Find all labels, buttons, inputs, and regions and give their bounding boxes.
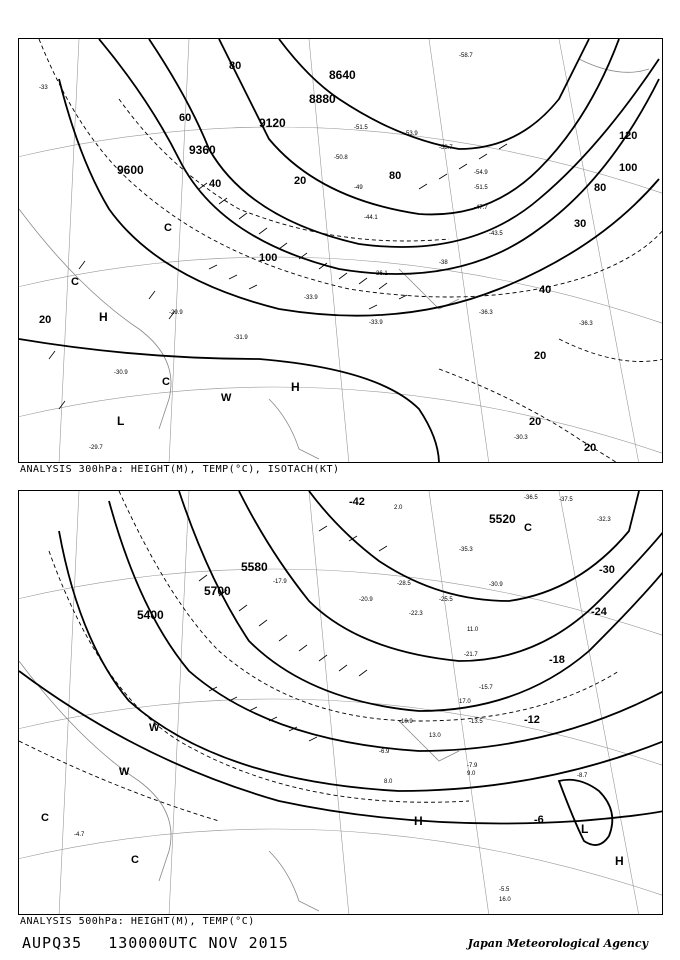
isotach-label: 80	[389, 170, 402, 182]
station-barbs	[199, 526, 387, 741]
station-value: -53.9	[404, 131, 418, 137]
station-value: -4.7	[74, 832, 85, 838]
station-value: -36.3	[479, 310, 493, 316]
coastlines	[19, 661, 459, 911]
station-value: -20.9	[359, 597, 373, 603]
station-value: -30.9	[114, 370, 128, 376]
station-value: -28.5	[397, 581, 411, 587]
station-value: 17.0	[459, 699, 471, 705]
station-value: -33.9	[304, 295, 318, 301]
map-300hpa-graphic	[19, 39, 663, 463]
graticule	[19, 491, 663, 915]
station-value: -58.7	[459, 53, 473, 59]
station-value: -29.7	[89, 445, 103, 451]
station-value: -36.1	[374, 271, 388, 277]
station-value: 8.0	[384, 779, 393, 785]
height-label-8880: 8880	[309, 92, 336, 106]
isotach-label: 80	[594, 182, 607, 194]
isotach-label: 40	[539, 284, 552, 296]
temp-contour-label: -30	[599, 564, 615, 576]
cold-center-label: C	[131, 854, 139, 866]
station-value: -22.3	[409, 611, 423, 617]
warm-center-label: W	[119, 766, 130, 778]
station-value: -5.5	[499, 887, 510, 893]
isotach-label: 20	[39, 314, 52, 326]
isotach-label: 20	[534, 350, 547, 362]
station-value: -25.5	[439, 597, 453, 603]
station-value: -36.5	[524, 495, 538, 501]
high-pressure-center: H	[414, 814, 423, 828]
caption-300hpa: ANALYSIS 300hPa: HEIGHT(M), TEMP(°C), ISOTACH(KT)	[20, 464, 340, 475]
chart-code-line	[22, 934, 289, 952]
station-value: -50.8	[334, 155, 348, 161]
height-label-9600: 9600	[117, 163, 144, 177]
cold-center-label: C	[71, 276, 79, 288]
station-value: -37.5	[559, 497, 573, 503]
low-pressure-center: L	[117, 414, 125, 428]
station-value: -43.5	[489, 231, 503, 237]
station-value: -47.7	[474, 205, 488, 211]
temp-contour-label: -6	[534, 814, 544, 826]
height-contours	[19, 39, 659, 463]
isotach-label: 20	[294, 175, 307, 187]
height-label-9360: 9360	[189, 143, 216, 157]
station-value: -30.9	[489, 582, 503, 588]
high-pressure-center: H	[615, 854, 624, 868]
isotach-label: 100	[259, 252, 278, 264]
station-value: -17.9	[273, 579, 287, 585]
station-value: -33.9	[369, 320, 383, 326]
map-500hpa-graphic	[19, 491, 663, 915]
cold-center-label: C	[41, 812, 49, 824]
cold-center-label: C	[524, 522, 532, 534]
isotach-label: 20	[584, 442, 597, 454]
isotach-contours	[39, 39, 663, 463]
isotach-label: 80	[229, 60, 242, 72]
isotach-label: 40	[209, 178, 222, 190]
isotach-label: 60	[179, 112, 192, 124]
station-value: -21.7	[464, 652, 478, 658]
temp-contour-label: -12	[524, 714, 540, 726]
temp-contour-label: -18	[549, 654, 565, 666]
station-value: -10.9	[399, 719, 413, 725]
cold-center-label: C	[162, 376, 170, 388]
valid-datetime: 130000UTC NOV 2015	[108, 934, 289, 952]
low-pressure-center: L	[581, 822, 589, 836]
station-value: -6.9	[379, 749, 390, 755]
station-value: -44.1	[364, 215, 378, 221]
station-value: 2.0	[394, 505, 403, 511]
station-value: 16.0	[499, 897, 511, 903]
station-value: -15.7	[479, 685, 493, 691]
station-value: -49	[354, 185, 363, 191]
cold-center-label: C	[164, 222, 172, 234]
height-label-5520: 5520	[489, 512, 516, 526]
map-500hpa	[18, 490, 663, 915]
station-value: -7.9	[467, 763, 478, 769]
station-value: -31.9	[234, 335, 248, 341]
isotach-label: 100	[619, 162, 638, 174]
warm-center-label: W	[149, 722, 160, 734]
caption-500hpa: ANALYSIS 500hPa: HEIGHT(M), TEMP(°C)	[20, 916, 255, 927]
high-pressure-center: H	[291, 380, 300, 394]
station-value: 13.0	[429, 733, 441, 739]
graticule	[19, 39, 663, 463]
station-value: -36.3	[579, 321, 593, 327]
station-value: -29.9	[169, 310, 183, 316]
station-value: -33	[39, 85, 48, 91]
station-value: 11.0	[467, 627, 479, 633]
height-label-9120: 9120	[259, 116, 286, 130]
warm-center-label: W	[221, 392, 232, 404]
station-value: 9.0	[467, 771, 476, 777]
station-value: -32.3	[597, 517, 611, 523]
isotach-label: 120	[619, 130, 638, 142]
isotach-label: 30	[574, 218, 587, 230]
station-value: -51.5	[474, 185, 488, 191]
station-value: -51.5	[354, 125, 368, 131]
station-value: -38	[439, 260, 448, 266]
temp-contour-label: -24	[591, 606, 607, 618]
height-contours	[19, 491, 663, 845]
height-label-5400: 5400	[137, 608, 164, 622]
station-value: -13.5	[469, 719, 483, 725]
agency-name: Japan Meteorological Agency	[467, 937, 648, 950]
chart-code: AUPQ35	[22, 934, 83, 952]
height-label-5580: 5580	[241, 560, 268, 574]
station-value: -54.9	[474, 170, 488, 176]
high-pressure-center: H	[99, 310, 108, 324]
station-value: -53.7	[439, 145, 453, 151]
height-label-8640: 8640	[329, 68, 356, 82]
station-value: -35.3	[459, 547, 473, 553]
height-label-5700: 5700	[204, 584, 231, 598]
temp-contour-label: -42	[349, 496, 365, 508]
station-value: -8.7	[577, 773, 588, 779]
temp-contours	[19, 491, 619, 821]
map-300hpa	[18, 38, 663, 463]
station-value: -30.3	[514, 435, 528, 441]
isotach-label: 20	[529, 416, 542, 428]
